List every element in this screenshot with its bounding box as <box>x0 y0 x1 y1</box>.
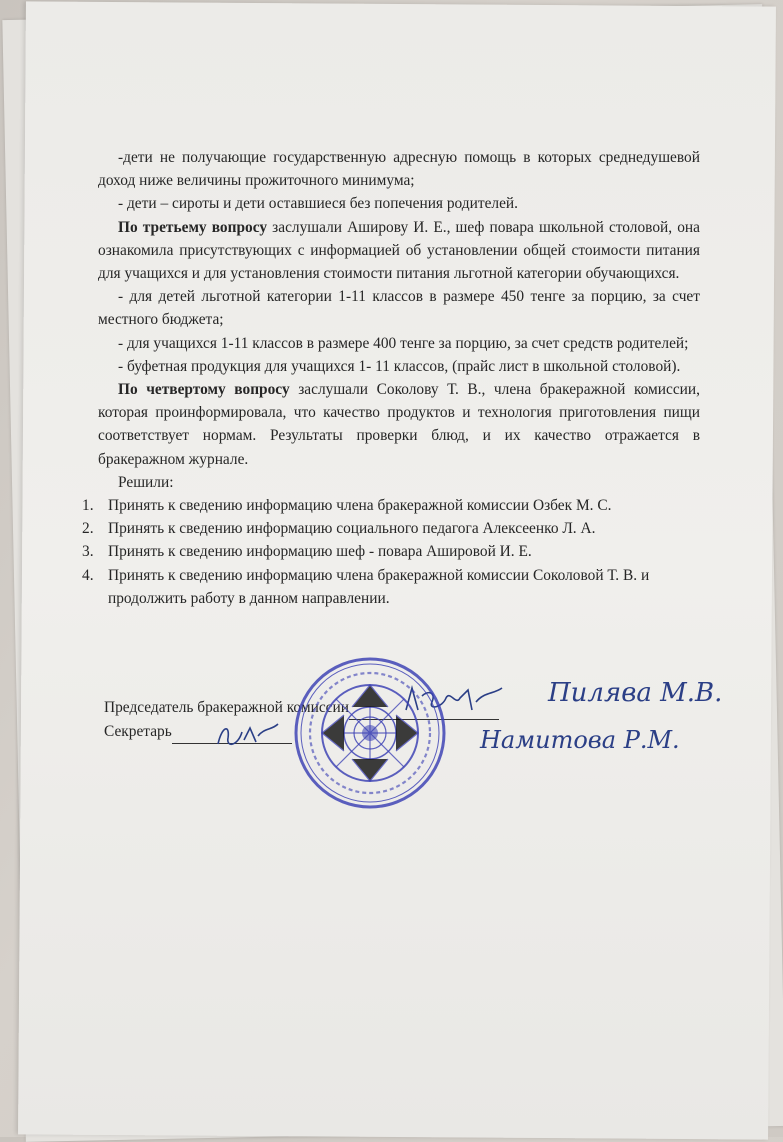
decision-item <box>82 494 700 517</box>
decision-text: Принять к сведению информацию члена бракеражной комиссии Соколовой Т. В. и продолжить работу в данном направлении. <box>108 566 650 607</box>
secretary-label: Секретарь <box>104 723 172 741</box>
paragraph-orphans: - дети – сироты и дети оставшиеся без попечения родителей. <box>118 195 519 213</box>
paragraph-question-4 <box>98 378 700 471</box>
price-item-3: - буфетная продукция для учащихся 1- 11 классов, (прайс лист в школьной столовой). <box>118 357 681 375</box>
price-item-2: - для учащихся 1-11 классов в размере 400 тенге за порцию, за счет средств родителей; <box>118 334 689 352</box>
chair-name-handwritten: Пилява М.В. <box>548 678 723 708</box>
question-4-heading: По четвертому вопросу <box>118 381 290 399</box>
secretary-signature-scribble <box>212 718 282 752</box>
decision-text: Принять к сведению информацию социального педагога Алексеенко Л. А. <box>108 520 596 538</box>
decision-number: 3. <box>82 543 94 561</box>
question-3-text: заслушали Аширову И. Е., шеф повара школьной столовой, она ознакомила присутствующих с информацией об установлении общей стоимости питания для учащихся и для установления стоимости питания льготной категории обучающихся. <box>98 218 700 283</box>
document-body <box>82 146 700 610</box>
decision-number: 4. <box>82 566 94 584</box>
decision-text: Принять к сведению информацию члена бракеражной комиссии Озбек М. С. <box>108 497 612 515</box>
decisions-list <box>82 494 700 610</box>
decision-text: Принять к сведению информацию шеф - повара Ашировой И. Е. <box>108 543 532 561</box>
decision-number: 1. <box>82 497 94 515</box>
chair-label: Председатель бракеражной комиссии <box>104 699 349 716</box>
official-seal <box>292 655 448 811</box>
decision-item <box>82 540 700 563</box>
decision-item <box>82 517 700 540</box>
secretary-name-handwritten: Намитова Р.М. <box>480 726 680 754</box>
question-4-text: заслушали Соколову Т. В., члена бракеражной комиссии, которая проинформировала, что качество продуктов и технология приготовления пищи соответствует нормам. Результаты проверки блюд, и их качество отражается в бракеражном журнале. <box>98 381 700 468</box>
question-3-heading: По третьему вопросу <box>118 218 268 236</box>
paragraph-question-3 <box>98 216 700 286</box>
decision-number: 2. <box>82 520 94 538</box>
decided-label: Решили: <box>118 473 174 491</box>
price-item-1: - для детей льготной категории 1-11 классов в размере 450 тенге за порцию, за счет местного бюджета; <box>98 288 700 329</box>
decision-item <box>82 564 700 610</box>
paragraph-children-no-aid: -дети не получающие государственную адресную помощь в которых среднедушевой доход ниже величины прожиточного минимума; <box>98 149 700 190</box>
